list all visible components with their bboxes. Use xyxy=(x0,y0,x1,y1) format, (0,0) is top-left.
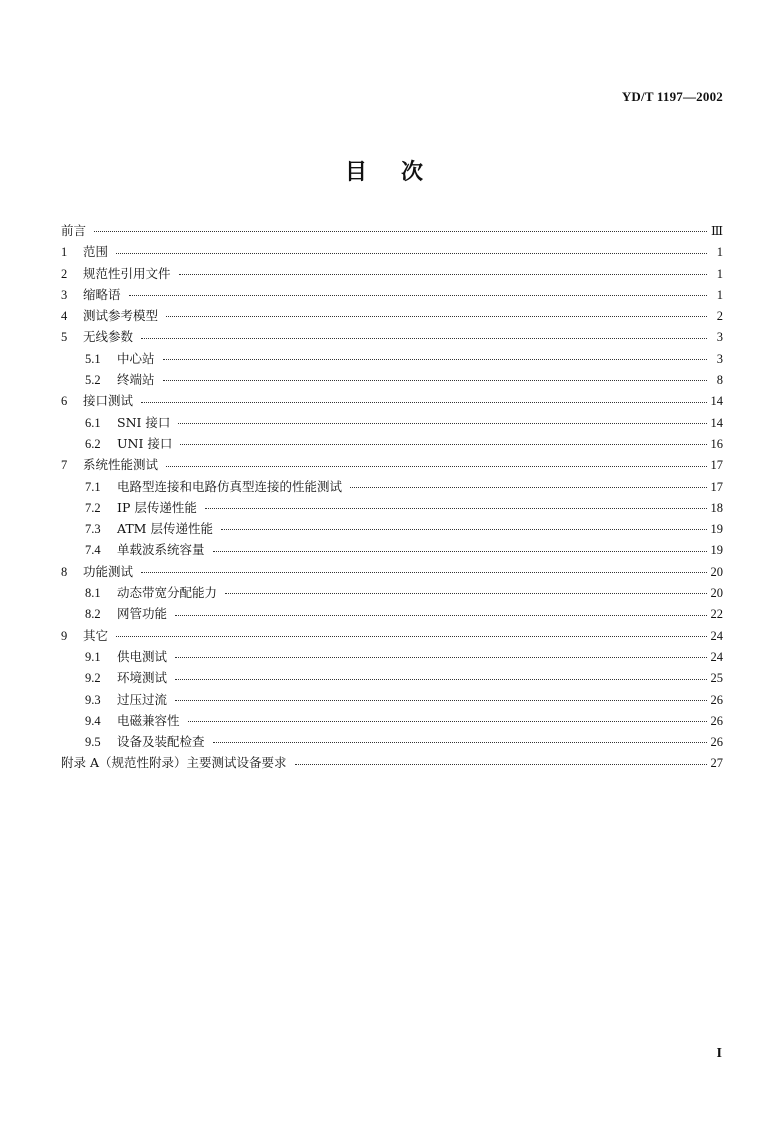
toc-entry-page: 19 xyxy=(710,522,723,537)
toc-entry-number: 9 xyxy=(61,628,68,643)
toc-entry[interactable] xyxy=(61,689,723,710)
toc-entry-number: 5.1 xyxy=(85,351,101,366)
toc-entry-page: 8 xyxy=(716,373,723,388)
toc-entry-number: 6.1 xyxy=(85,415,101,430)
toc-entry-title: 范围 xyxy=(83,244,109,260)
toc-entry-page: 25 xyxy=(710,671,723,686)
toc-entry-title: 测试参考模型 xyxy=(83,308,159,324)
toc-entry-number: 7.1 xyxy=(85,479,101,494)
toc-entry-page: 20 xyxy=(710,586,723,601)
toc-entry[interactable] xyxy=(61,305,723,326)
toc-entry-page: 14 xyxy=(710,415,723,430)
toc-entry-page: 26 xyxy=(710,713,723,728)
dot-leader xyxy=(175,614,706,616)
dot-leader xyxy=(141,571,706,573)
toc-entry-number: 5.2 xyxy=(85,373,101,388)
toc-entry[interactable] xyxy=(61,625,723,646)
toc-entry-number: 8 xyxy=(61,564,68,579)
toc-entry-title: 规范性引用文件 xyxy=(83,265,171,281)
toc-entry-number: 5 xyxy=(61,330,68,345)
toc-entry[interactable] xyxy=(61,390,723,411)
toc-entry-title: 附录 A（规范性附录）主要测试设备要求 xyxy=(61,755,287,771)
toc-entry-number: 6.2 xyxy=(85,436,101,451)
dot-leader xyxy=(221,528,707,530)
page-title: 目次 xyxy=(344,160,457,185)
dot-leader xyxy=(141,401,706,403)
dot-leader xyxy=(225,592,706,594)
toc-entry[interactable] xyxy=(61,263,723,284)
toc-entry-title: ATM 层传递性能 xyxy=(117,521,213,537)
dot-leader xyxy=(180,443,706,445)
toc-entry-page: 20 xyxy=(710,564,723,579)
toc-entry-title: 中心站 xyxy=(117,350,155,366)
toc-entry-page: 24 xyxy=(710,649,723,664)
toc-entry[interactable] xyxy=(61,348,723,369)
dot-leader xyxy=(205,507,707,509)
dot-leader xyxy=(175,699,706,701)
toc-entry[interactable] xyxy=(61,433,723,454)
toc-entry-page: 18 xyxy=(710,500,723,515)
dot-leader xyxy=(141,337,707,339)
toc-entry-number: 7.2 xyxy=(85,500,101,515)
toc-entry[interactable] xyxy=(61,326,723,347)
dot-leader xyxy=(116,252,707,254)
dot-leader xyxy=(213,741,707,743)
dot-leader xyxy=(179,273,707,275)
toc-entry[interactable] xyxy=(61,539,723,560)
toc-entry-title: 供电测试 xyxy=(117,648,168,664)
toc-entry-title: 网管功能 xyxy=(117,606,168,622)
dot-leader xyxy=(350,486,706,488)
dot-leader xyxy=(166,465,706,467)
toc-entry-number: 9.1 xyxy=(85,649,101,664)
dot-leader xyxy=(116,635,706,637)
toc-entry-page: 1 xyxy=(716,266,723,281)
toc-entry[interactable] xyxy=(61,454,723,475)
toc-entry-title: 过压过流 xyxy=(117,691,168,707)
page-number: I xyxy=(716,1046,722,1061)
toc-entry-title: 接口测试 xyxy=(83,393,134,409)
toc-entry-page: 2 xyxy=(716,309,723,324)
toc-entry-page: 17 xyxy=(710,479,723,494)
toc-entry-title: 系统性能测试 xyxy=(83,457,159,473)
toc-entry-title: 电磁兼容性 xyxy=(117,712,180,728)
toc-entry-title: 单载波系统容量 xyxy=(117,542,205,558)
toc-entry[interactable] xyxy=(61,220,723,241)
toc-entry-page: 3 xyxy=(716,351,723,366)
toc-entry-page: 24 xyxy=(710,628,723,643)
toc-entry-number: 1 xyxy=(61,245,68,260)
toc-entry-page: 26 xyxy=(710,692,723,707)
toc-entry-number: 8.1 xyxy=(85,586,101,601)
toc-entry-title: 其它 xyxy=(83,627,109,643)
dot-leader xyxy=(175,656,706,658)
dot-leader xyxy=(163,358,707,360)
toc-entry-title: IP 层传递性能 xyxy=(117,499,197,515)
toc-entry-page: 19 xyxy=(710,543,723,558)
toc-entry[interactable] xyxy=(61,476,723,497)
toc-entry-title: 设备及装配检查 xyxy=(117,734,205,750)
toc-entry-number: 7.4 xyxy=(85,543,101,558)
toc-entry-number: 9.5 xyxy=(85,735,101,750)
dot-leader xyxy=(163,379,707,381)
toc-entry-number: 4 xyxy=(61,309,68,324)
toc-entry[interactable] xyxy=(61,710,723,731)
dot-leader xyxy=(188,720,707,722)
toc-entry-title: 缩略语 xyxy=(83,286,121,302)
toc-entry-page: Ⅲ xyxy=(710,224,723,238)
toc-entry[interactable] xyxy=(61,731,723,752)
toc-entry-number: 9.3 xyxy=(85,692,101,707)
toc-entry-page: 26 xyxy=(710,735,723,750)
toc-entry-title: 前言 xyxy=(61,223,87,238)
toc-entry-title: SNI 接口 xyxy=(117,414,171,430)
toc-entry-title: UNI 接口 xyxy=(117,435,173,451)
dot-leader xyxy=(213,550,707,552)
toc-entry-title: 无线参数 xyxy=(83,329,134,345)
toc-entry-number: 7 xyxy=(61,458,68,473)
toc-entry-number: 9.4 xyxy=(85,713,101,728)
dot-leader xyxy=(129,294,707,296)
standard-code: YD/T 1197—2002 xyxy=(621,89,723,104)
dot-leader xyxy=(178,422,706,424)
toc-entry-page: 16 xyxy=(710,436,723,451)
toc-entry-page: 1 xyxy=(716,287,723,302)
toc-entry-number: 8.2 xyxy=(85,607,101,622)
toc-entry[interactable] xyxy=(61,241,723,262)
toc-entry[interactable] xyxy=(61,603,723,624)
toc-entry[interactable] xyxy=(61,667,723,688)
toc-entry-title: 终端站 xyxy=(117,372,155,388)
dot-leader xyxy=(94,230,707,232)
toc-entry-page: 14 xyxy=(710,394,723,409)
toc-entry-number: 7.3 xyxy=(85,522,101,537)
toc-entry-page: 3 xyxy=(716,330,723,345)
toc-entry-title: 功能测试 xyxy=(83,563,134,579)
toc-entry-page: 1 xyxy=(716,245,723,260)
toc-entry-number: 9.2 xyxy=(85,671,101,686)
toc-entry[interactable] xyxy=(61,646,723,667)
toc-entry[interactable] xyxy=(61,518,723,539)
toc-entry-title: 电路型连接和电路仿真型连接的性能测试 xyxy=(117,478,343,494)
dot-leader xyxy=(166,315,707,317)
toc-entry[interactable] xyxy=(61,369,723,390)
toc-entry-page: 27 xyxy=(710,756,723,771)
toc-entry[interactable] xyxy=(61,752,723,773)
toc-entry-title: 动态带宽分配能力 xyxy=(117,585,218,601)
toc-entry-number: 3 xyxy=(61,287,68,302)
toc-entry-number: 6 xyxy=(61,394,68,409)
dot-leader xyxy=(295,763,707,765)
toc-entry[interactable] xyxy=(61,412,723,433)
toc-entry-title: 环境测试 xyxy=(117,670,168,686)
toc-entry[interactable] xyxy=(61,284,723,305)
toc-entry[interactable] xyxy=(61,561,723,582)
toc-entry-page: 17 xyxy=(710,458,723,473)
table-of-contents xyxy=(61,220,723,774)
toc-entry-page: 22 xyxy=(710,607,723,622)
toc-entry[interactable] xyxy=(61,497,723,518)
toc-entry[interactable] xyxy=(61,582,723,603)
toc-entry-number: 2 xyxy=(61,266,68,281)
dot-leader xyxy=(175,678,706,680)
